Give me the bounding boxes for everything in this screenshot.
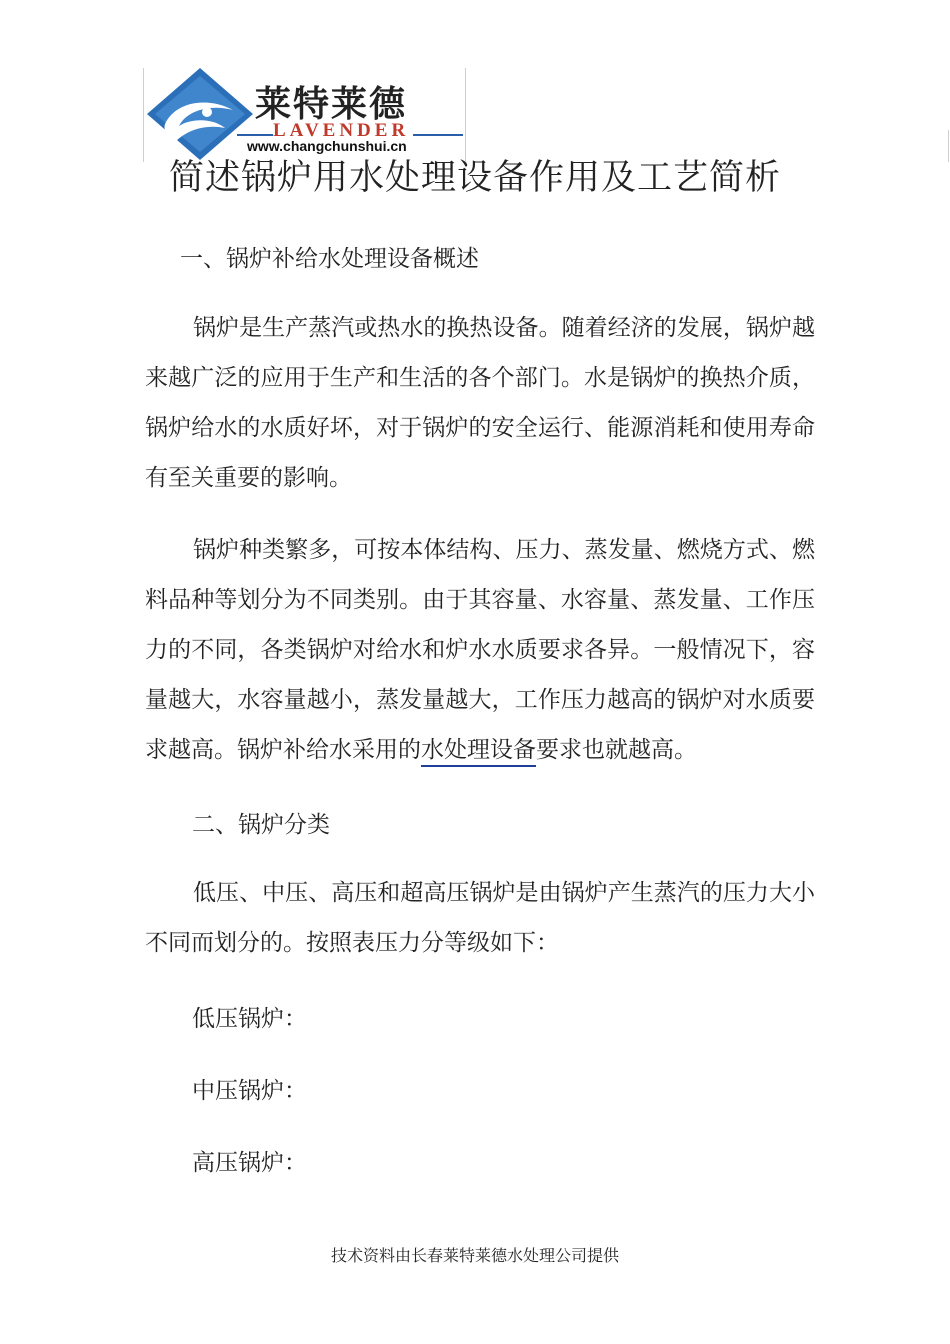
logo-url: www.changchunshui.cn bbox=[247, 138, 407, 154]
water-treatment-equipment-link[interactable]: 水处理设备 bbox=[421, 737, 536, 767]
paragraph-text-before-link: 锅炉种类繁多，可按本体结构、压力、蒸发量、燃烧方式、燃料品种等划分为不同类别。由于其容量、水容量、蒸发量、工作压力的不同，各类锅炉对给水和炉水水质要求各异。一般情况下，容量越大，水容量越小，蒸发量越大，工作压力越高的锅炉对水质要求越高。锅炉补给水采用的 bbox=[145, 537, 815, 763]
page-footer: 技术资料由长春莱特莱德水处理公司提供 bbox=[330, 1246, 619, 1265]
paragraph-text-after-link: 要求也就越高。 bbox=[536, 737, 697, 763]
logo-diamond-icon bbox=[145, 66, 255, 162]
section-heading-overview: 一、锅炉补给水处理设备概述 bbox=[180, 246, 479, 272]
logo-chinese-name: 莱特莱德 bbox=[255, 84, 408, 125]
section-heading-classification: 二、锅炉分类 bbox=[192, 812, 330, 838]
header-divider-left bbox=[143, 68, 144, 162]
paragraph-boiler-types bbox=[145, 525, 815, 775]
paragraph-intro: 锅炉是生产蒸汽或热水的换热设备。随着经济的发展，锅炉越来越广泛的应用于生产和生活的各个部门。水是锅炉的换热介质，锅炉给水的水质好坏，对于锅炉的安全运行、能源消耗和使用寿命有至关重要的影响。 bbox=[145, 315, 815, 491]
logo-english-name: LAVENDER bbox=[273, 120, 410, 141]
header-divider-right bbox=[465, 68, 466, 162]
document-title: 简述锅炉用水处理设备作用及工艺简析 bbox=[168, 158, 781, 198]
list-item-low-pressure: 低压锅炉： bbox=[192, 1006, 307, 1032]
logo-rule-left bbox=[237, 134, 273, 136]
company-logo bbox=[145, 66, 465, 162]
paragraph-pressure-classes: 低压、中压、高压和超高压锅炉是由锅炉产生蒸汽的压力大小不同而划分的。按照表压力分等级如下： bbox=[145, 880, 815, 956]
logo-rule-right bbox=[413, 134, 463, 136]
list-item-high-pressure: 高压锅炉： bbox=[192, 1150, 307, 1176]
list-item-medium-pressure: 中压锅炉： bbox=[192, 1078, 307, 1104]
